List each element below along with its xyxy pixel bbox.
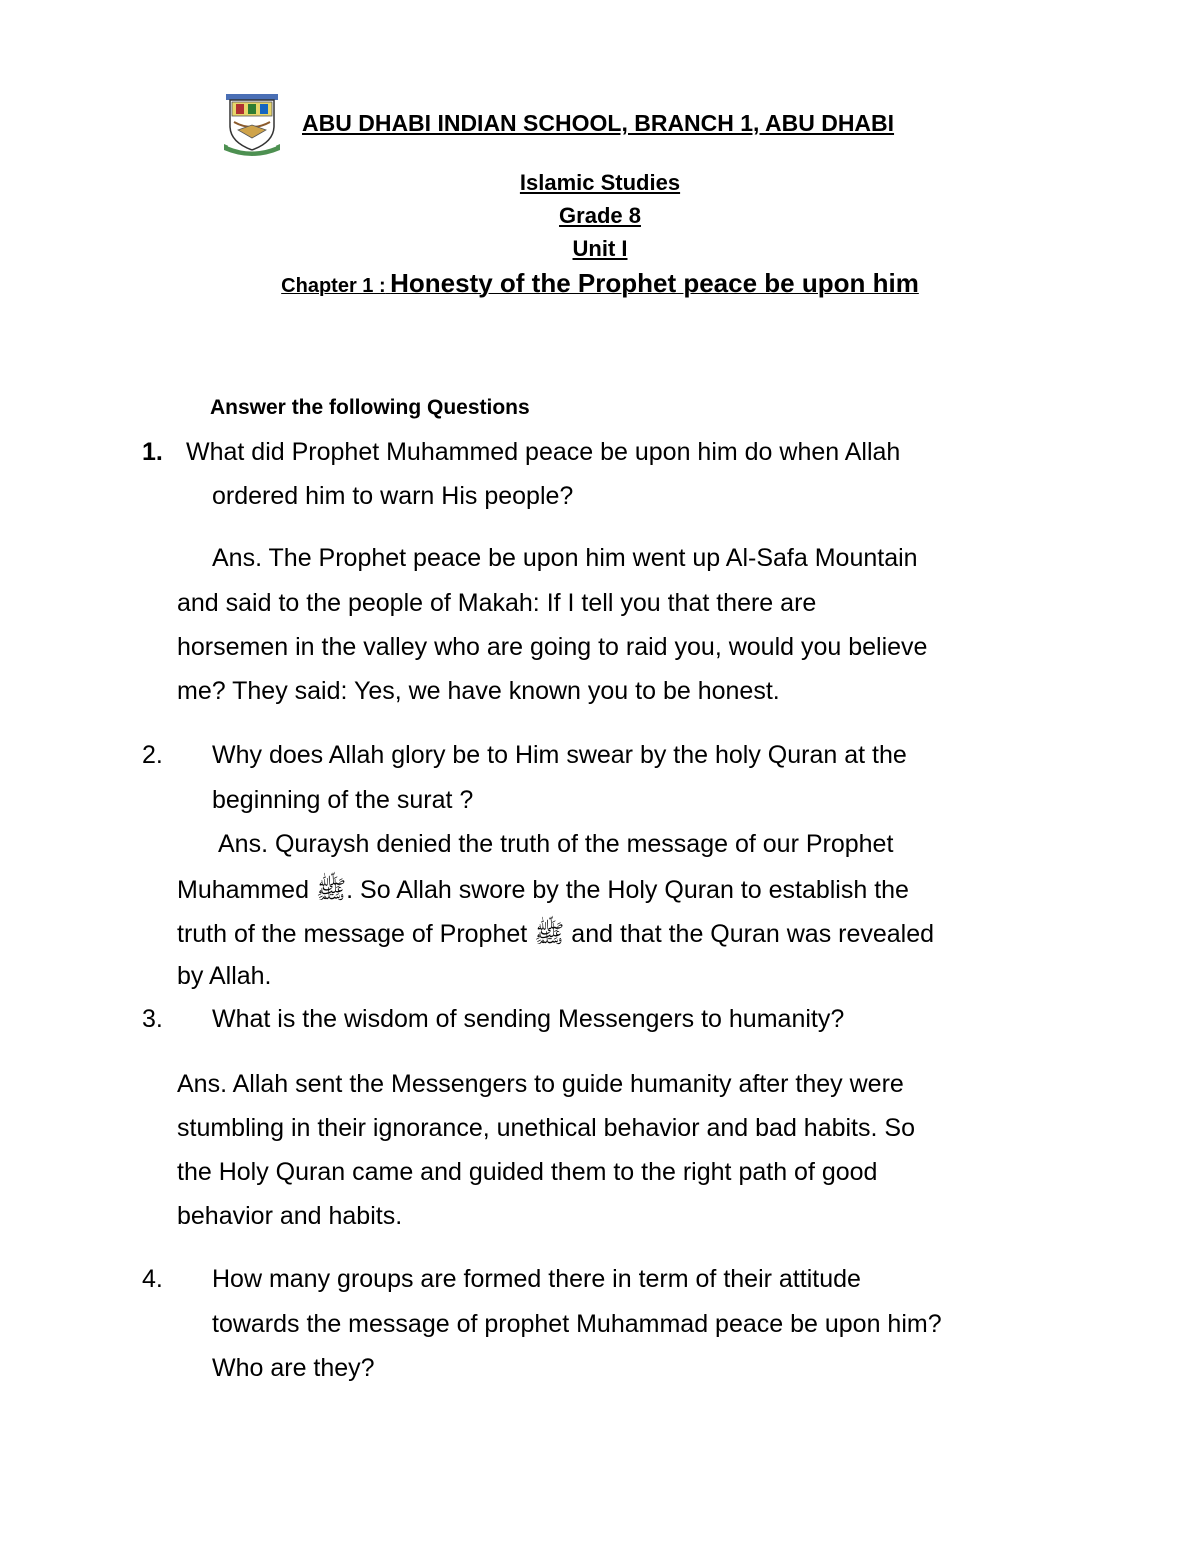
answer-text: and said to the people of Makah: If I tell you that there are [177,589,817,617]
question-text: Who are they? [212,1354,375,1382]
answer-text: horsemen in the valley who are going to raid you, would you believe [177,633,928,661]
school-crest-logo [222,92,282,158]
question-text: What did Prophet Muhammed peace be upon him do when Allah [186,438,901,466]
question-number: 3. [142,1005,163,1033]
answer-text: me? They said: Yes, we have known you to be honest. [177,677,780,705]
answer-text: the Holy Quran came and guided them to the right path of good [177,1158,878,1186]
question-text: ordered him to warn His people? [212,482,574,510]
section-heading: Answer the following Questions [210,396,530,419]
answer-text: Ans. Quraysh denied the truth of the message of our Prophet [218,830,894,858]
question-number: 1. [142,438,163,466]
answer-text: Muhammed ﷺ. So Allah swore by the Holy Quran to establish the [177,876,909,904]
question-text: beginning of the surat ? [212,786,474,814]
school-header [222,92,982,162]
unit-title: Unit I [572,236,628,261]
question-number: 4. [142,1265,163,1293]
grade-title: Grade 8 [559,203,641,228]
answer-text: truth of the message of Prophet ﷺ and that the Quran was revealed [177,920,935,948]
subject-title: Islamic Studies [519,170,681,195]
answer-text: Ans. Allah sent the Messengers to guide humanity after they were [177,1070,904,1098]
chapter-title: Honesty of the Prophet peace be upon him [390,268,919,298]
chapter-number: Chapter 1 : [281,275,386,297]
question-text: towards the message of prophet Muhammad peace be upon him? [212,1310,942,1338]
question-text: What is the wisdom of sending Messengers to humanity? [212,1005,845,1033]
question-text: Why does Allah glory be to Him swear by the holy Quran at the [212,741,907,769]
question-text: How many groups are formed there in term of their attitude [212,1265,861,1293]
answer-text: by Allah. [177,962,272,990]
question-number: 2. [142,741,163,769]
answer-text: stumbling in their ignorance, unethical behavior and bad habits. So [177,1114,915,1142]
answer-text: Ans. The Prophet peace be upon him went up Al-Safa Mountain [212,544,918,572]
answer-text: behavior and habits. [177,1202,403,1230]
school-name: ABU DHABI INDIAN SCHOOL, BRANCH 1, ABU DHABI [302,110,895,136]
chapter-heading [0,268,1200,299]
